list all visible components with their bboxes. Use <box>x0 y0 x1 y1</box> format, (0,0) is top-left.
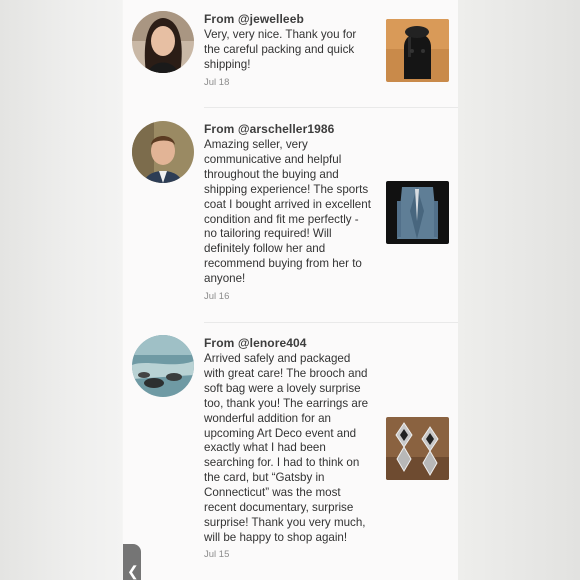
review-date: Jul 16 <box>204 291 230 302</box>
review-text: Amazing seller, very communicative and helpful throughout the buying and shipping experience! The sports coat I bought arrived in excellent condition and fit me perfectly - no tailoring required! Will definitely follow her and recommend buying from her to anyone! <box>204 138 371 286</box>
reviewer-avatar[interactable] <box>132 11 194 73</box>
reviewer-handle[interactable]: From @jewelleeb <box>204 12 304 26</box>
review-divider <box>204 107 458 108</box>
reviews-card <box>123 0 458 580</box>
chevron-left-icon: ❮ <box>127 563 139 579</box>
product-thumbnail[interactable] <box>386 181 449 244</box>
reviewer-avatar[interactable] <box>132 121 194 183</box>
side-drawer-tab[interactable] <box>123 544 141 580</box>
review-text: Very, very nice. Thank you for the careful packing and quick shipping! <box>204 28 357 71</box>
reviewer-avatar[interactable] <box>132 335 194 397</box>
reviewer-handle[interactable]: From @arscheller1986 <box>204 122 335 136</box>
review-text: Arrived safely and packaged with great care! The brooch and soft bag were a lovely surprise too, thank you! The earrings are wonderful addition for an upcoming Art Deco event and exactly what I had been searching for. I had to think on the card, but “Gatsby in Connecticut” was the most recent documentary, surprise surprise! Thank you very much, will be happy to shop again! <box>204 352 369 544</box>
reviewer-handle[interactable]: From @lenore404 <box>204 336 307 350</box>
product-thumbnail[interactable] <box>386 19 449 82</box>
review-date: Jul 18 <box>204 77 230 88</box>
product-thumbnail[interactable] <box>386 417 449 480</box>
review-divider <box>204 322 458 323</box>
review-date: Jul 15 <box>204 549 230 560</box>
